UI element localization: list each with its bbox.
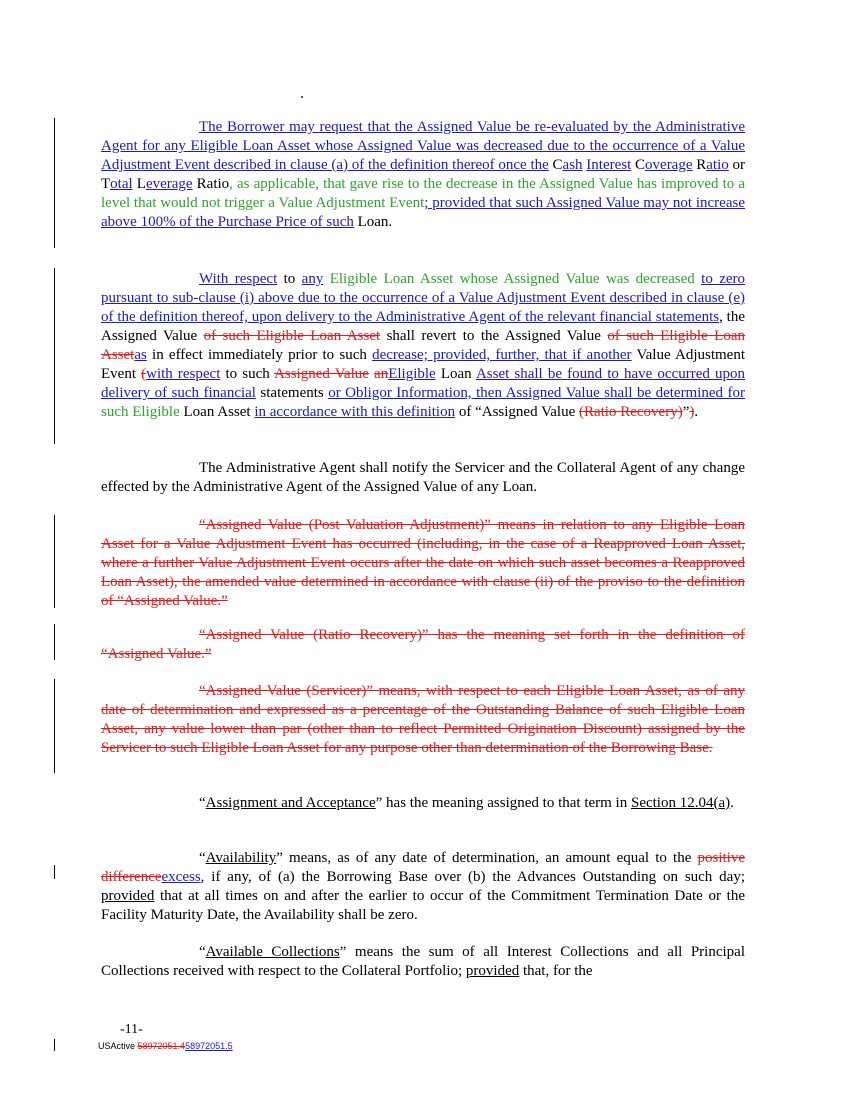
text-run: , if any, of (a) the Borrowing Base over (b) the Advances Outstanding on such day; xyxy=(200,869,745,885)
text-run: of such xyxy=(310,214,354,230)
text-run: ” means, as of any date of determination, an amount equal to the xyxy=(276,850,698,866)
defined-term: Assignment and Acceptance xyxy=(205,795,376,811)
change-bar xyxy=(54,865,55,879)
paragraph-post-valuation-deleted xyxy=(101,516,745,611)
text-run: such Eligible xyxy=(101,404,180,420)
text-run: that, for the xyxy=(519,963,593,979)
text-run: shall revert to the Assigned Value xyxy=(380,328,608,344)
text-run: excess xyxy=(161,869,201,885)
change-bar xyxy=(54,515,55,608)
text-run: ash xyxy=(562,157,583,173)
deleted-text: “Assigned Value (Post Valuation Adjustment)” means in relation to any Eligible Loan Asset for a Value Adjustment Event has occurred (including, in the case of a Reapproved Loan Asset, where a further Value Adjustment Event occurs after the date on which such asset becomes a Reapproved Loan Asset), the amended value determined in accordance with clause (ii) of the proviso to the definition of “Assigned Value.” xyxy=(101,517,745,609)
paragraph-assignment xyxy=(101,794,745,813)
text-run: in effect immediately prior to such xyxy=(146,347,373,363)
text-run: to xyxy=(277,271,302,287)
deleted-text: of such Eligible Loan Asset xyxy=(101,328,745,363)
text-run: or T xyxy=(101,157,746,192)
paragraph-notify xyxy=(101,459,745,497)
text-run: ” means the sum of all Interest Collections and all Principal Collections received with respect to the Collateral Portfolio; xyxy=(101,944,745,979)
text-run: L xyxy=(132,176,146,192)
text-run: of “Assigned Value xyxy=(455,404,579,420)
text-run: to zero pursuant to sub-clause (i) above due to the occurrence of a Value Adjustment Event described in clause (e) of the definition thereof, upon delivery to the Administrative Agent of the relevant financial statements xyxy=(101,271,746,325)
text-run: , as applicable, that gave rise to the decrease in the Assigned Value has improved to a level that would not trigger a Value Adjustment Event xyxy=(101,176,745,211)
text-run: decrease; provided, further, that if another xyxy=(372,347,632,363)
doc-prefix: USActive xyxy=(98,1041,138,1051)
text-run: . xyxy=(730,795,734,811)
text-run: otal xyxy=(110,176,133,192)
text-run: “ xyxy=(199,795,206,811)
change-bar xyxy=(54,268,55,444)
change-bar xyxy=(54,679,55,773)
text-run: The Administrative Agent shall notify the Servicer and the Collateral Agent of any change effected by the Administrative Agent of the Assigned Value of any Loan. xyxy=(101,460,745,495)
deleted-text: Assigned Value xyxy=(274,366,369,382)
text-run: Value Adjustment Event xyxy=(101,347,746,382)
text-run: C xyxy=(631,157,646,173)
text-run: as xyxy=(134,347,147,363)
paragraph-servicer-deleted xyxy=(101,682,745,758)
doc-id-old: 58972051.4 xyxy=(137,1041,186,1051)
text-run: , the Assigned Value xyxy=(101,309,746,344)
defined-term: Available Collections xyxy=(205,944,340,960)
text-run: that at all times on and after the earlier to occur of the Commitment Termination Date or the Facility Maturity Date, the Availability shall be zero. xyxy=(101,888,745,923)
text-run: Ratio xyxy=(192,176,230,192)
speck xyxy=(301,96,303,98)
text-run: Eligible Loan Asset whose Assigned Value was decreased xyxy=(323,271,702,287)
text-run: ; provided that such Assigned Value may not increase above 100% of the Purchase Price xyxy=(101,195,745,230)
text-run: everage xyxy=(145,176,193,192)
paragraph-availability xyxy=(101,849,745,925)
deleted-text: ( xyxy=(141,366,147,382)
text-run: in accordance with this definition xyxy=(254,404,456,420)
paragraph-reevaluation xyxy=(101,118,745,232)
text-run: to such xyxy=(220,366,275,382)
text-run: Loan. xyxy=(353,214,393,230)
deleted-text: of such Eligible Loan Asset xyxy=(203,328,381,344)
text-run: the xyxy=(530,157,549,173)
deleted-text: “Assigned Value (Servicer)” means, with respect to each Eligible Loan Asset, as of any date of determination and expressed as a percentage of the Outstanding Balance of such Eligible Loan Asset, any value lower than par (other than to reflect Permitted Origination Discount) assigned by the Servicer to such Eligible Loan Asset for any purpose other than determination of the Borrowing Base. xyxy=(101,683,745,756)
text-run: R xyxy=(692,157,707,173)
deleted-text: “Assigned Value (Ratio Recovery)” has the meaning set forth in the definition of “Assigned Value.” xyxy=(101,627,745,662)
text-run: provided xyxy=(465,963,520,979)
doc-id-new: 58972051.5 xyxy=(185,1041,233,1051)
change-bar xyxy=(54,624,55,660)
text-run: Loan xyxy=(435,366,476,382)
text-run: or Obligor Information, then Assigned Value shall be determined for xyxy=(328,385,745,401)
text-run: “ xyxy=(199,850,206,866)
text-run: “ xyxy=(199,944,206,960)
text-run: any xyxy=(301,271,324,287)
text-run: C xyxy=(548,157,563,173)
text-run: Loan Asset xyxy=(179,404,255,420)
deleted-text: an xyxy=(374,366,389,382)
defined-term: Availability xyxy=(205,850,277,866)
deleted-text: ) xyxy=(689,404,695,420)
text-run: With respect xyxy=(199,271,278,287)
change-bar xyxy=(54,118,55,248)
text-run: overage xyxy=(645,157,693,173)
section-reference: Section 12.04(a) xyxy=(630,795,731,811)
paragraph-ratio-recovery xyxy=(101,270,745,422)
text-run: Asset shall be found to have occurred upon delivery of such financial xyxy=(101,366,746,401)
text-run: statements xyxy=(255,385,329,401)
text-run: . xyxy=(694,404,699,420)
text-run: provided xyxy=(101,888,155,904)
page-number: -11- xyxy=(120,1022,143,1037)
paragraph-available-collections xyxy=(101,943,745,981)
deleted-text: (Ratio Recovery) xyxy=(578,404,683,420)
text-run: Interest xyxy=(586,157,632,173)
text-run: Eligible xyxy=(388,366,436,382)
change-bar xyxy=(54,1039,55,1051)
text-run: ” has the meaning assigned to that term in xyxy=(375,795,631,811)
paragraph-ratio-recovery-deleted xyxy=(101,626,745,664)
text-run: atio xyxy=(706,157,729,173)
deleted-text: positive difference xyxy=(101,850,745,885)
text-run: The Borrower may request that the Assigned Value be re-evaluated by the Administrative Agent for any Eligible Loan Asset whose Assigned Value was decreased due to the occurrence of a Value Adjustment Event described in clause (a) of the definition thereof once xyxy=(101,119,745,173)
text-run: ” xyxy=(682,404,690,420)
document-id xyxy=(98,1041,233,1051)
text-run: with respect xyxy=(146,366,221,382)
